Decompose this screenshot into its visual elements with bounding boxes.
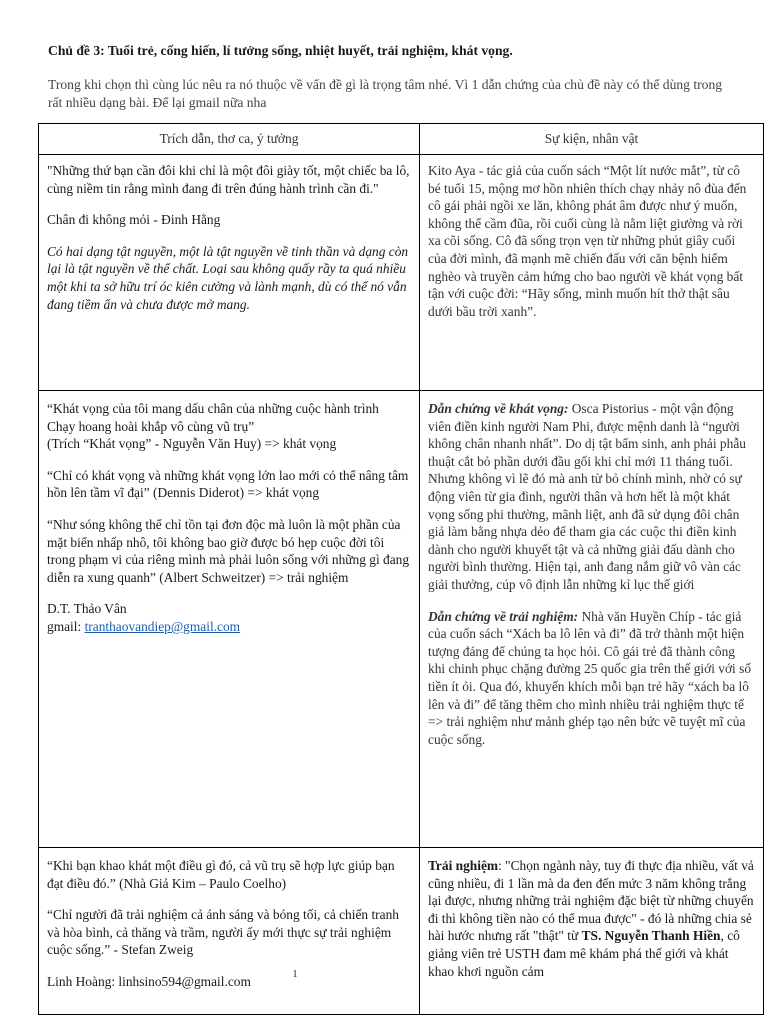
evidence-label: Dẫn chứng về trải nghiệm: [428, 608, 579, 624]
quote-cell [39, 848, 420, 1015]
event-cell [420, 848, 764, 1015]
quote-text: "Những thứ bạn cần đôi khi chỉ là một đôi giày tốt, một chiếc ba lô, cùng niềm tin rằng mình đang đi trên đúng hành trình cần đi." [47, 163, 410, 196]
evidence-label: Trải nghiệm [428, 858, 499, 873]
page-number: 1 [292, 968, 298, 980]
poem-citation: (Trích “Khát vọng” - Nguyễn Văn Huy) => khát vọng [47, 436, 337, 452]
evidence-experience [428, 608, 755, 749]
intro-text: Trong khi chọn thì cùng lúc nêu ra nó thuộc về vấn đề gì là trọng tâm nhé. Vì 1 dẫn chứng của chủ đề này có thể dùng trong rất nhiều dạng bài. Để lại gmail nữa nha [48, 77, 723, 110]
contributor [47, 600, 411, 635]
poem-line: Chạy hoang hoài khắp vô cùng vũ trụ” [47, 418, 255, 434]
evidence-text: : "Chọn ngành này, tuy đi thực địa nhiều, vất vả cũng nhiều, đi 1 lần mà da đen đến mức 3 năm không trắng lại được, nhưng những trải nghiệm đặc biệt từ những chuyến đi thì không tiền nào có thể mua được" - đó là những chia sẻ hài hước nhưng rất "thật" từ [428, 858, 754, 944]
header-quotes: Trích dẫn, thơ ca, ý tưởng [39, 124, 420, 155]
contributor-name: D.T. Thảo Vân [47, 601, 127, 617]
event-text: Kito Aya - tác giả của cuốn sách “Một lít nước mắt”, từ cô bé tuổi 15, mộng mơ hồn nhiên thích chạy nhảy nô đùa đến cô gái phải ngồi xe lăn, không phát âm được như ý muốn, không thể cầm đũa, rồi cuối cùng là nằm liệt giường và rời xa cõi sống. Cô đã sống trọn vẹn từ những phút giây cuối của đời mình, đã mạnh mẽ chiến đấu với căn bệnh hiểm nghèo và truyền cảm hứng cho bao người về khát vọng bất tận với cuộc đời: “Hãy sống, mình muốn hít thở thật sâu dưới bầu trời xanh”. [428, 163, 747, 319]
evidence-table [38, 123, 764, 1015]
header-events: Sự kiện, nhân vật [420, 124, 764, 155]
quote-source: Chân đi không mỏi - Đinh Hằng [47, 212, 221, 228]
table-header-row [39, 124, 764, 155]
quote-cell [39, 391, 420, 848]
evidence-text: , cô giảng viên trẻ USTH đam mê khám phá thế giới và khát khao khơi nguồn cảm [428, 928, 740, 979]
evidence-text: Nhà văn Huyền Chíp - tác giả của cuốn sách “Xách ba lô lên và đi” đã trở thành một hiện tượng đáng để chúng ta học hỏi. Cô gái trẻ đã thành công khi chinh phục chặng đường 25 quốc gia trên thế giới với số tiền ít ỏi. Qua đó, khuyến khích mỗi bạn trẻ hãy “xách ba lô lên và đi” để tăng thêm cho mình nhiều trải nghiệm thực tế => trải nghiệm như mảnh ghép tạo nên bức vẽ tuyệt mĩ của cuộc sống. [428, 608, 752, 747]
poem-line: “Khát vọng của tôi mang dấu chân của những cuộc hành trình [47, 401, 379, 416]
quote-text: “Chỉ người đã trải nghiệm cả ánh sáng và bóng tối, cả chiến tranh và hòa bình, cả thăng và trầm, người ấy mới thực sự trải nghiệm cuộc sống.” - Stefan Zweig [47, 907, 399, 958]
quote-text: “Như sóng không thể chỉ tồn tại đơn độc mà luôn là một phần của mặt biển nhấp nhô, tôi không bao giờ được bó hẹp cuộc đời tôi trong phạm vi của riêng mình mà phải luôn sống với những gì đang diễn ra xung quanh” (Albert Schweitzer) => trải nghiệm [47, 516, 410, 585]
quote-text: “Chỉ có khát vọng và những khát vọng lớn lao mới có thể nâng tâm hồn lên tầm vĩ đại” (Dennis Diderot) => khát vọng [47, 467, 409, 501]
event-cell [420, 155, 764, 391]
table-row [39, 848, 764, 1015]
table-row [39, 391, 764, 848]
topic-heading: Chủ đề 3: Tuổi trẻ, cống hiến, lí tưởng sống, nhiệt huyết, trải nghiệm, khát vọng. [48, 43, 513, 58]
quote-cell [39, 155, 420, 391]
email-link[interactable]: tranthaovandiep@gmail.com [84, 618, 241, 634]
table-row [39, 155, 764, 391]
quote-poem [47, 400, 411, 453]
evidence-experience [428, 857, 755, 980]
evidence-text: Osca Pistorius - một vận động viên điền kinh người Nam Phi, được mệnh danh là “người không chân nhanh nhất”. Do dị tật bẩm sinh, anh phải phẫu thuật cắt bỏ phần dưới đầu gối khi chỉ mới 11 tháng tuổi. Nhưng không vì lẽ đó mà anh từ bỏ chính mình, nhờ có sự động viên từ gia đình, người thân và hơn hết là một khát vọng sống phi thường, mãnh liệt, anh đã sử dụng đôi chân giả làm bằng nhựa dẻo để tham gia các cuộc thi điền kinh dành cho người khuyết tật và cả những giải đấu dành cho người bình thường. Hiện tại, anh đang nắm giữ vô vàn các giải thưởng, cúp vô định lẫn những kỉ lục thế giới [428, 401, 746, 592]
event-cell [420, 391, 764, 848]
gmail-label: gmail: [47, 618, 85, 634]
evidence-label: Dẫn chứng về khát vọng: [428, 401, 569, 416]
quote-italic: Có hai dạng tật nguyền, một là tật nguyền về tinh thần và dạng còn lại là tật nguyền về thể chất. Loại sau không quấy rầy ta quá nhiều một khi ta sở hữu trí óc kiên cường và lành mạnh, dù có thể nó vẫn đang tiềm ẩn và chưa được mở mang. [47, 243, 409, 312]
contributor: Linh Hoàng: linhsino594@gmail.com [47, 973, 251, 989]
evidence-aspiration [428, 400, 755, 594]
person-name: TS. Nguyễn Thanh Hiền [581, 928, 721, 944]
quote-text: “Khi bạn khao khát một điều gì đó, cả vũ trụ sẽ hợp lực giúp bạn đạt điều đó.” (Nhà Giả Kim – Paulo Coelho) [47, 858, 395, 891]
